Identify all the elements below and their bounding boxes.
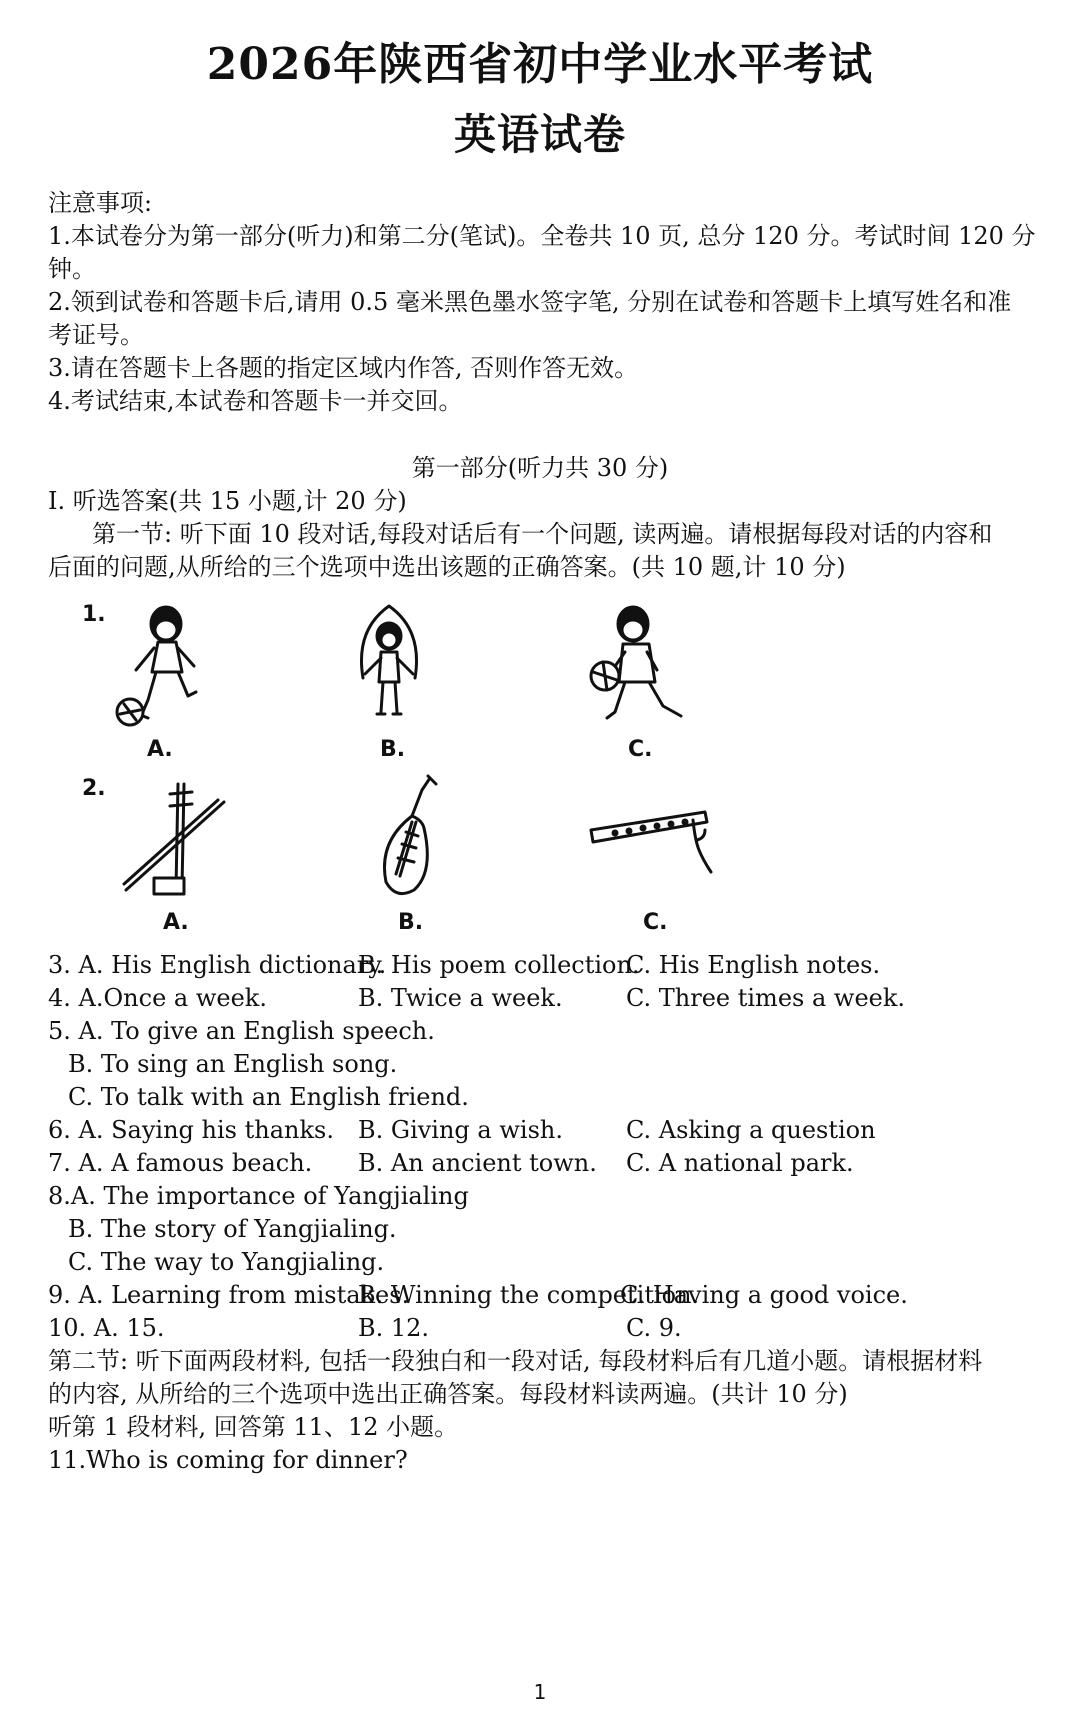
q1-option-a-label: A. — [147, 737, 173, 762]
question-number-2: 2. — [82, 776, 106, 801]
section1-instructions-line-1: 第一节: 听下面 10 段对话,每段对话后有一个问题, 读两遍。请根据每段对话的内容和 — [92, 520, 993, 548]
q6-option-c: C. Asking a question — [626, 1116, 876, 1144]
boy-kicking-football-icon — [108, 600, 218, 730]
q5-option-b: B. To sing an English song. — [68, 1050, 398, 1078]
q5-option-a: 5. A. To give an English speech. — [48, 1017, 435, 1045]
q2-option-a-label: A. — [163, 910, 189, 935]
note-3: 3.请在答题卡上各题的指定区域内作答, 否则作答无效。 — [48, 354, 639, 382]
q3-option-b: B. His poem collection. — [358, 951, 640, 979]
note-2-line-2: 考证号。 — [48, 321, 144, 349]
q7-option-b: B. An ancient town. — [358, 1149, 597, 1177]
q9-option-a: 9. A. Learning from mistakes. — [48, 1281, 410, 1309]
q8-option-a: 8.A. The importance of Yangjialing — [48, 1182, 469, 1210]
section2-instructions-line-1: 第二节: 听下面两段材料, 包括一段独白和一段对话, 每段材料后有几道小题。请根据材料 — [48, 1347, 983, 1375]
q9-option-b: B. Winning the competition. — [358, 1281, 700, 1309]
question-number-1: 1. — [82, 602, 106, 627]
note-2-line-1: 2.领到试卷和答题卡后,请用 0.5 毫米黑色墨水签字笔, 分别在试卷和答题卡上填写姓名和准 — [48, 288, 1012, 316]
q10-option-c: C. 9. — [626, 1314, 682, 1342]
q9-option-c: C. Having a good voice. — [620, 1281, 908, 1309]
part1-heading: 第一部分(听力共 30 分) — [411, 454, 669, 482]
q8-option-b: B. The story of Yangjialing. — [68, 1215, 397, 1243]
note-4: 4.考试结束,本试卷和答题卡一并交回。 — [48, 387, 463, 415]
q2-option-b-label: B. — [398, 910, 424, 935]
section2-instructions-line-2: 的内容, 从所给的三个选项中选出正确答案。每段材料读两遍。(共计 10 分) — [48, 1380, 848, 1408]
note-1-line-1: 1.本试卷分为第一部分(听力)和第二分(笔试)。全卷共 10 页, 总分 120 分。考试时间 120 分 — [48, 222, 1036, 250]
q1-option-b-label: B. — [380, 737, 406, 762]
q4-option-c: C. Three times a week. — [626, 984, 906, 1012]
note-1-line-2: 钟。 — [48, 255, 96, 283]
material-1-instruction: 听第 1 段材料, 回答第 11、12 小题。 — [48, 1413, 459, 1441]
q7-option-c: C. A national park. — [626, 1149, 854, 1177]
section1-instructions-line-2: 后面的问题,从所给的三个选项中选出该题的正确答案。(共 10 题,计 10 分) — [48, 553, 846, 581]
notes-heading: 注意事项: — [48, 189, 153, 217]
q8-option-c: C. The way to Yangjialing. — [68, 1248, 385, 1276]
q5-option-c: C. To talk with an English friend. — [68, 1083, 469, 1111]
q6-option-b: B. Giving a wish. — [358, 1116, 563, 1144]
q1-option-c-label: C. — [628, 737, 653, 762]
exam-title: 2026年陕西省初中学业水平考试 — [206, 39, 874, 90]
page-number: 1 — [533, 1680, 547, 1704]
girl-jumping-rope-icon — [345, 600, 435, 730]
q2-option-c-label: C. — [643, 910, 668, 935]
pipa-icon — [372, 772, 442, 902]
q10-option-a: 10. A. 15. — [48, 1314, 165, 1342]
q7-option-a: 7. A. A famous beach. — [48, 1149, 313, 1177]
q3-option-c: C. His English notes. — [626, 951, 881, 979]
erhu-icon — [118, 778, 233, 903]
section-i-heading: I. 听选答案(共 15 小题,计 20 分) — [48, 487, 407, 515]
q4-option-b: B. Twice a week. — [358, 984, 563, 1012]
exam-subtitle: 英语试卷 — [453, 110, 626, 159]
q4-option-a: 4. A.Once a week. — [48, 984, 267, 1012]
q11-question: 11.Who is coming for dinner? — [48, 1446, 408, 1474]
q6-option-a: 6. A. Saying his thanks. — [48, 1116, 334, 1144]
dizi-flute-icon — [585, 800, 725, 880]
q10-option-b: B. 12. — [358, 1314, 430, 1342]
boy-bouncing-basketball-icon — [585, 600, 695, 730]
q3-option-a: 3. A. His English dictionary. — [48, 951, 387, 979]
